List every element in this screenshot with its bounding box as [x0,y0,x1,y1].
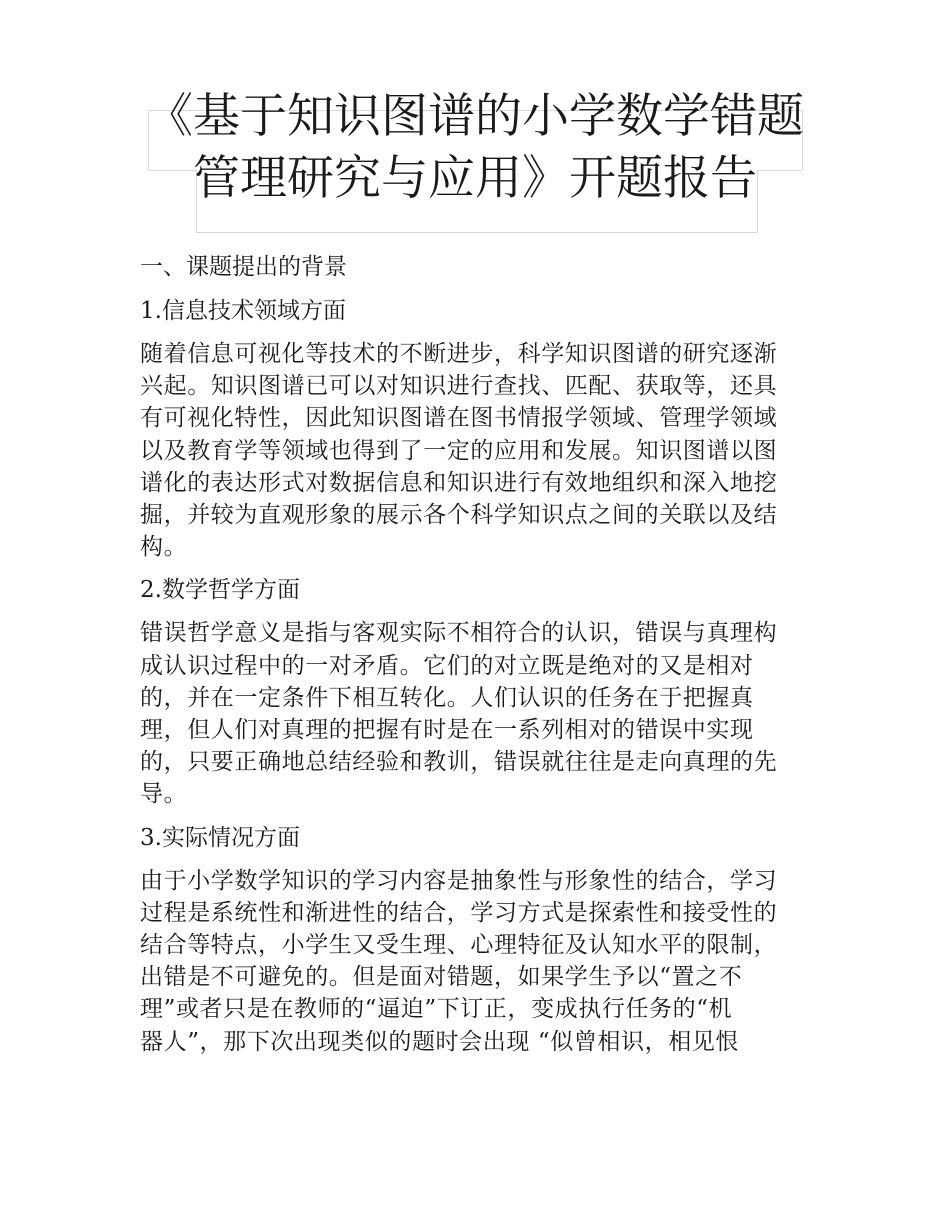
subsection-heading: 2.数学哲学方面 [140,577,300,604]
subsection-heading: 3.实际情况方面 [140,824,300,851]
paragraph-line: 谱化的表达形式对数据信息和知识进行有效地组织和深入地挖 [140,469,778,496]
paragraph-line: 错误哲学意义是指与客观实际不相符合的认识，错误与真理构 [140,620,778,647]
paragraph-line: 理，但人们对真理的把握有时是在一系列相对的错误中实现 [140,717,754,744]
document-title [140,86,810,210]
paragraph-actual-situation [140,865,812,1058]
paragraph-line: 结合等特点，小学生又受生理、心理特征及认知水平的限制， [140,932,778,959]
paragraph-info-tech [140,338,812,563]
document-body [140,250,812,1068]
paragraph-line: 成认识过程中的一对矛盾。它们的对立既是绝对的又是相对 [140,652,754,679]
subsection-heading: 1.信息技术领域方面 [140,298,346,324]
paragraph-line: 器人”，那下次出现类似的题时会出现 “似曾相识，相见恨 [140,1028,740,1055]
paragraph-line: 的，只要正确地总结经验和教训，错误就往往是走向真理的先 [140,749,778,776]
title-line: 《基于知识图谱的小学数学错题 [146,89,804,144]
title-line: 管理研究与应用》开题报告 [193,151,757,206]
paragraph-line: 构。 [140,534,188,561]
paragraph-line: 的，并在一定条件下相互转化。人们认识的任务在于把握真 [140,684,754,711]
paragraph-line: 以及教育学等领域也得到了一定的应用和发展。知识图谱以图 [140,437,778,464]
paragraph-line: 理”或者只是在教师的“逼迫”下订正，变成执行任务的“机 [140,996,733,1023]
paragraph-line: 过程是系统性和渐进性的结合，学习方式是探索性和接受性的 [140,899,778,926]
paragraph-line: 有可视化特性，因此知识图谱在图书情报学领域、管理学领域 [140,405,778,432]
paragraph-philosophy [140,617,812,810]
paragraph-line: 出错是不可避免的。但是面对错题，如果学生予以“置之不 [140,964,743,991]
title-frame-bottom [196,232,758,233]
paragraph-line: 导。 [140,781,188,808]
paragraph-line: 随着信息可视化等技术的不断进步，科学知识图谱的研究逐渐 [140,341,778,367]
paragraph-line: 掘，并较为直观形象的展示各个科学知识点之间的关联以及结 [140,502,778,529]
section-heading: 一、课题提出的背景 [140,254,347,280]
paragraph-line: 兴起。知识图谱已可以对知识进行查找、匹配、获取等，还具 [140,373,778,400]
paragraph-line: 由于小学数学知识的学习内容是抽象性与形象性的结合，学习 [140,867,778,894]
